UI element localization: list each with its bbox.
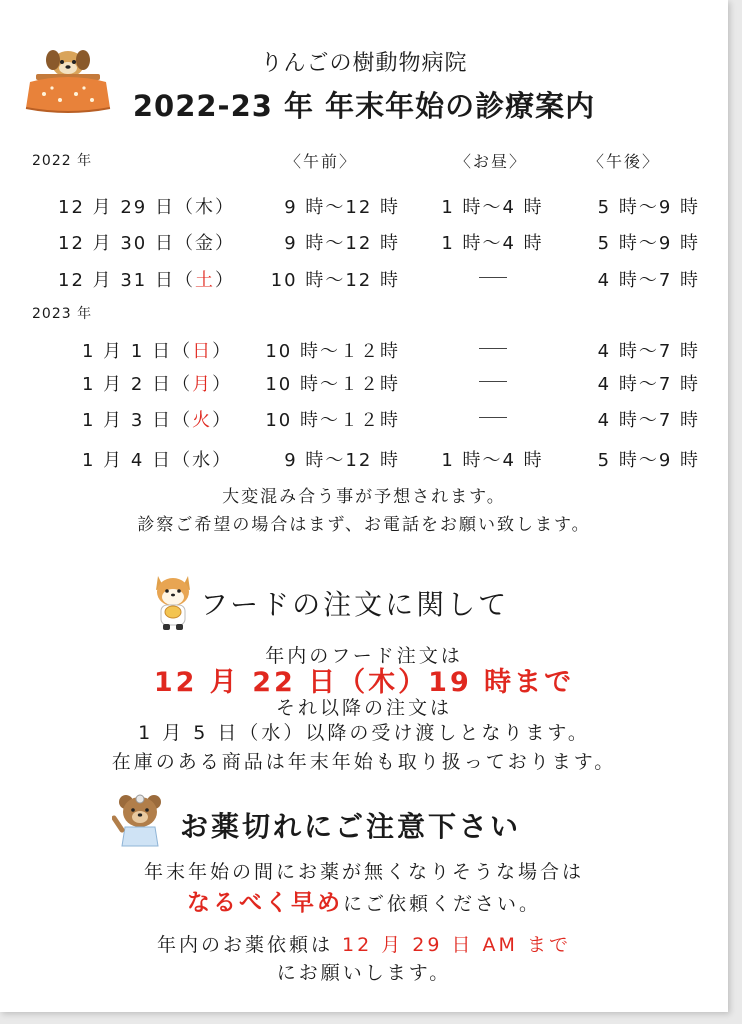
schedule-row [0, 337, 728, 367]
column-header-afternoon: 〈午後〉 [588, 152, 661, 171]
noon-closed [430, 266, 555, 287]
morning-hours: 10 時～１２時 [265, 341, 400, 362]
food-deadline: 12 月 22 日（木）19 時まで [153, 667, 575, 698]
afternoon-hours: 4 時～7 時 [597, 410, 700, 431]
medicine-deadline: 12 月 29 日 AM まで [342, 934, 571, 956]
schedule-row [0, 406, 728, 436]
afternoon-hours: 5 時～9 時 [597, 197, 700, 218]
shiba-dog-with-food-icon [150, 570, 196, 632]
schedule-date: 12 月 30 日（金） [58, 233, 235, 254]
schedule-date: 1 月 2 日（月） [82, 374, 233, 395]
schedule-date: 12 月 31 日（土） [58, 270, 235, 291]
schedule-row [0, 193, 728, 223]
noon-closed [430, 406, 555, 427]
morning-hours: 9 時～12 時 [284, 233, 400, 254]
year-2023-label: 2023 年 [32, 306, 93, 322]
food-line-4: 在庫のある商品は年末年始も取り扱っております。 [111, 751, 617, 773]
afternoon-hours: 5 時～9 時 [597, 233, 700, 254]
afternoon-hours: 5 時～9 時 [597, 450, 700, 471]
medicine-line-2: なるべく早めにご依頼ください。 [186, 890, 541, 916]
noon-hours: 1 時～4 時 [441, 450, 544, 471]
column-header-morning: 〈午前〉 [285, 152, 358, 171]
phone-note: 診察ご希望の場合はまず、お電話をお願い致します。 [137, 515, 591, 535]
medicine-emphasis: なるべく早め [186, 890, 343, 916]
food-section-title: フードの注文に関して [200, 588, 510, 621]
schedule-row [0, 266, 728, 296]
schedule-date: 12 月 29 日（木） [58, 197, 235, 218]
bear-doctor-icon [112, 790, 168, 848]
morning-hours: 10 時～12 時 [270, 270, 400, 291]
noon-closed [430, 337, 555, 358]
morning-hours: 10 時～１２時 [265, 410, 400, 431]
page-title: 2022-23 年 年末年始の診療案内 [132, 89, 596, 123]
schedule-date: 1 月 1 日（日） [82, 341, 233, 362]
noon-hours: 1 時～4 時 [441, 197, 544, 218]
food-line-1: 年内のフード注文は [265, 645, 463, 667]
medicine-line-1: 年末年始の間にお薬が無くなりそうな場合は [143, 861, 584, 883]
food-line-3: 1 月 5 日（水）以降の受け渡しとなります。 [138, 722, 590, 744]
medicine-line-3: 年内のお薬依頼は 12 月 29 日 AM まで [157, 934, 571, 956]
medicine-line-4: にお願いします。 [276, 962, 452, 984]
schedule-row [0, 229, 728, 259]
crowd-note: 大変混み合う事が予想されます。 [222, 487, 506, 507]
noon-closed [430, 370, 555, 391]
noon-hours: 1 時～4 時 [441, 233, 544, 254]
food-line-2: それ以降の注文は [275, 697, 452, 719]
schedule-date: 1 月 4 日（水） [82, 450, 233, 471]
column-header-noon: 〈お昼〉 [455, 152, 528, 171]
morning-hours: 9 時～12 時 [284, 450, 400, 471]
schedule-row [0, 446, 728, 476]
afternoon-hours: 4 時～7 時 [597, 270, 700, 291]
schedule-date: 1 月 3 日（火） [82, 410, 233, 431]
morning-hours: 9 時～12 時 [284, 197, 400, 218]
morning-hours: 10 時～１２時 [265, 374, 400, 395]
medicine-section-title: お薬切れにご注意下さい [180, 810, 522, 843]
schedule-row [0, 370, 728, 400]
afternoon-hours: 4 時～7 時 [597, 374, 700, 395]
year-2022-label: 2022 年 [32, 153, 93, 169]
afternoon-hours: 4 時～7 時 [597, 341, 700, 362]
clinic-name: りんごの樹動物病院 [260, 51, 468, 76]
